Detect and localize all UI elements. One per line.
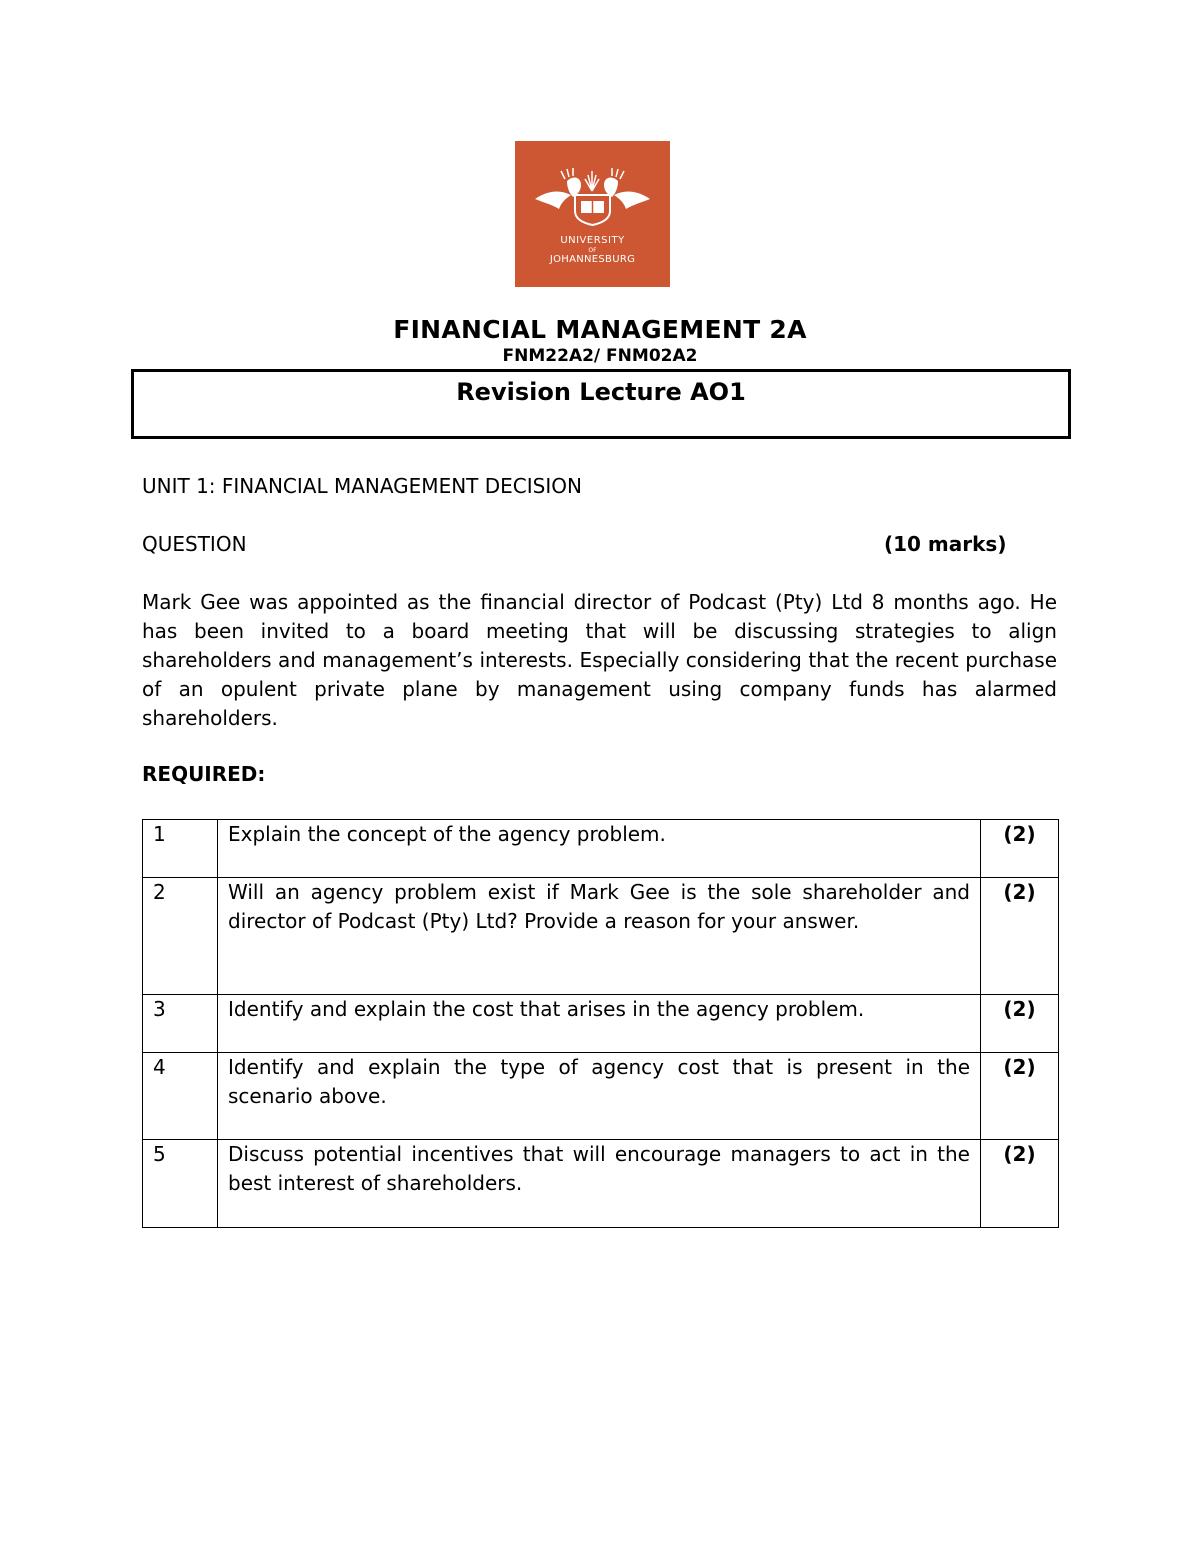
table-row <box>143 878 1059 995</box>
question-mark: (2) <box>981 1053 1059 1140</box>
university-logo <box>515 141 670 287</box>
question-number: 1 <box>143 820 218 878</box>
logo-text-line2: OF <box>588 247 597 254</box>
course-title: FINANCIAL MANAGEMENT 2A <box>393 315 807 344</box>
table-row <box>143 995 1059 1053</box>
question-text: Identify and explain the type of agency cost that is present in the scenario above. <box>218 1053 981 1140</box>
question-mark: (2) <box>981 878 1059 995</box>
lecture-title: Revision Lecture AO1 <box>456 378 746 406</box>
question-mark: (2) <box>981 1140 1059 1228</box>
question-number: 4 <box>143 1053 218 1140</box>
question-text: Will an agency problem exist if Mark Gee is the sole shareholder and director of Podcast (Pty) Ltd? Provide a reason for your answer. <box>218 878 981 995</box>
question-marks: (10 marks) <box>884 532 1007 556</box>
question-label: QUESTION <box>142 532 247 556</box>
question-number: 3 <box>143 995 218 1053</box>
question-mark: (2) <box>981 820 1059 878</box>
table-row <box>143 1053 1059 1140</box>
question-text: Discuss potential incentives that will encourage managers to act in the best interest of shareholders. <box>218 1140 981 1228</box>
question-text: Identify and explain the cost that arises in the agency problem. <box>218 995 981 1053</box>
scenario-paragraph: Mark Gee was appointed as the financial director of Podcast (Pty) Ltd 8 months ago. He has been invited to a board meeting that will be discussing strategies to align shareholders and management’s interests. Especially considering that the recent purchase of an opulent private plane by management using company funds has alarmed shareholders. <box>142 590 1057 730</box>
required-label: REQUIRED: <box>142 762 266 786</box>
question-number: 2 <box>143 878 218 995</box>
unit-heading: UNIT 1: FINANCIAL MANAGEMENT DECISION <box>142 474 582 498</box>
crest-with-birds-icon <box>515 141 670 287</box>
question-mark: (2) <box>981 995 1059 1053</box>
logo-text-line1: UNIVERSITY <box>560 235 625 246</box>
course-code: FNM22A2/ FNM02A2 <box>502 346 698 366</box>
lecture-title-box <box>131 369 1071 439</box>
question-number: 5 <box>143 1140 218 1228</box>
table-row <box>143 1140 1059 1228</box>
table-row <box>143 820 1059 878</box>
questions-table <box>142 819 1059 1228</box>
question-text: Explain the concept of the agency problem. <box>218 820 981 878</box>
logo-text-line3: JOHANNESBURG <box>549 254 636 265</box>
